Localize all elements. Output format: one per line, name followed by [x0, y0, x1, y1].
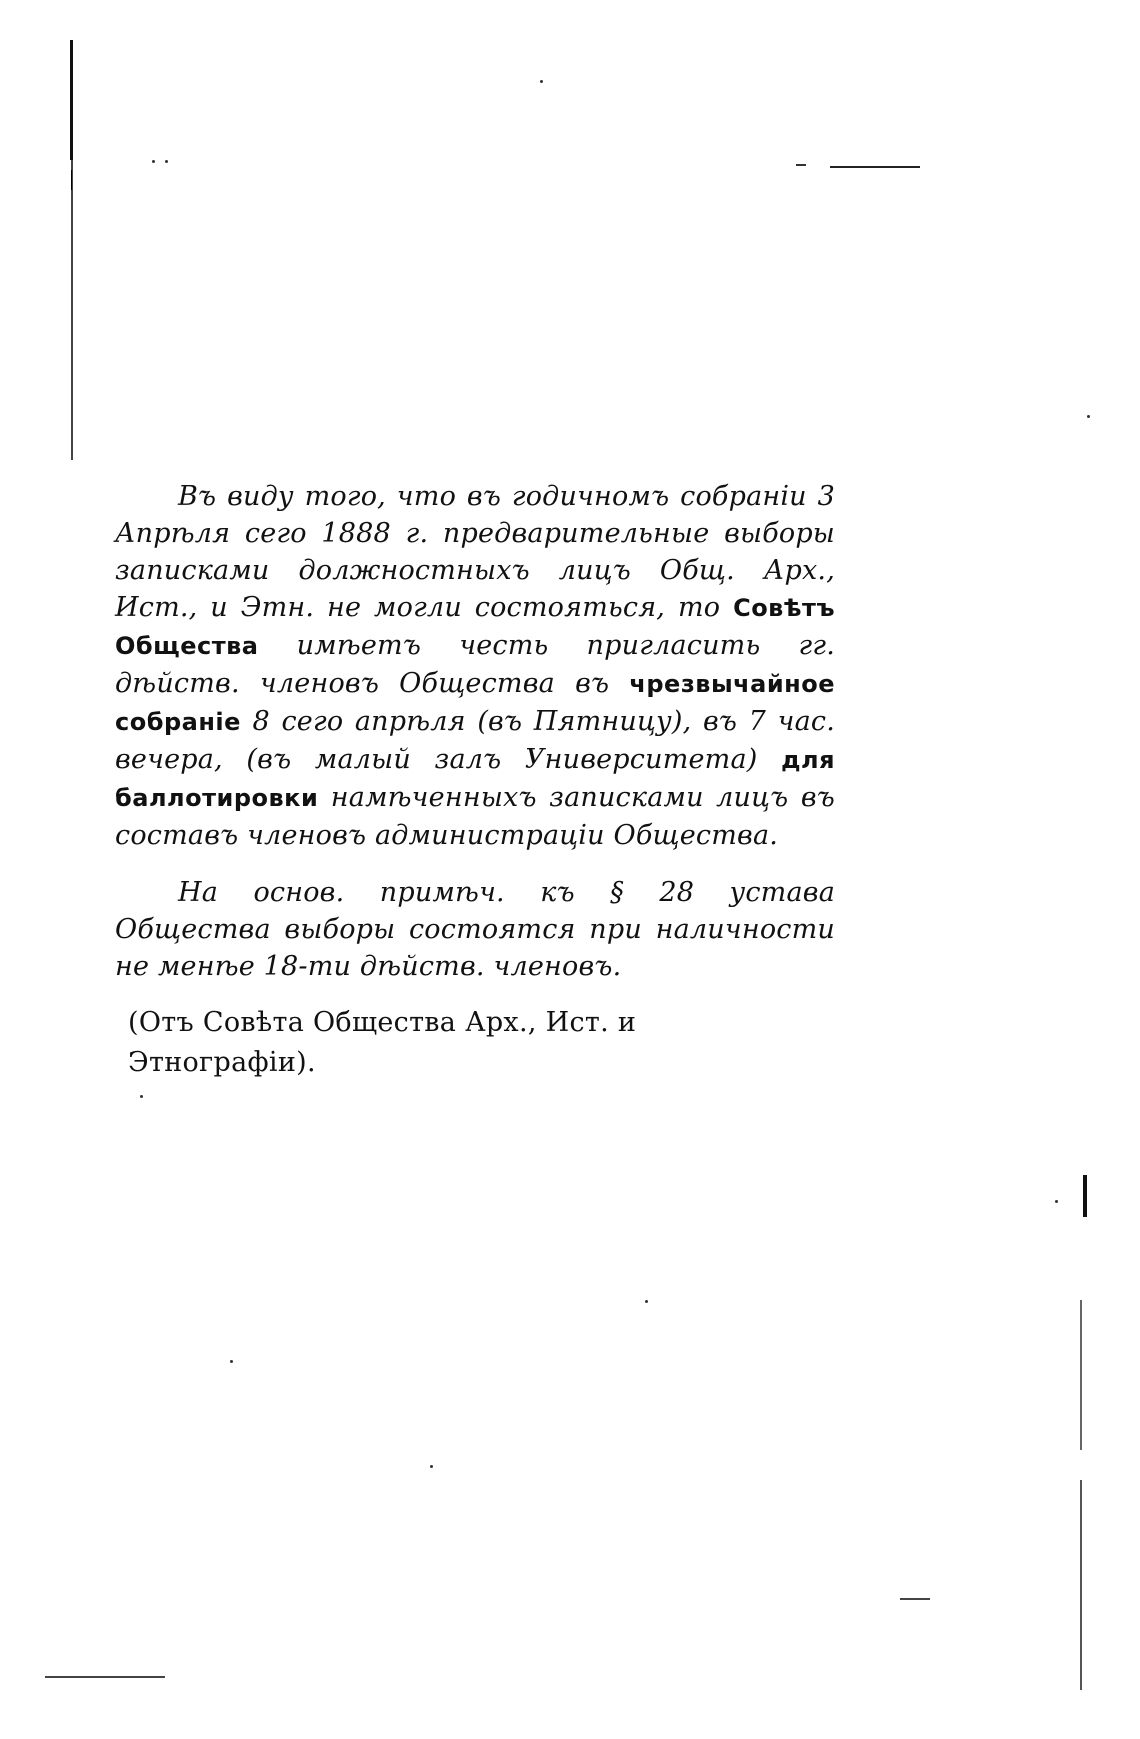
- paragraph-text: Въ виду того, что въ годичномъ собраніи 3 Апрѣля сего 1888 г. предварительные выборы записками должностныхъ лицъ Общ. Арх., Ист., и Этн. не могли состояться, то: [115, 481, 835, 623]
- bold-phrase: для баллотировки: [115, 746, 835, 812]
- paragraph-text: намѣченныхъ записками лицъ въ составъ членовъ администраціи Общества.: [115, 782, 835, 851]
- paragraph-text: имѣетъ честь пригласить гг. дѣйств. членовъ Общества въ: [115, 630, 835, 699]
- scan-edge-line: [71, 160, 73, 460]
- bold-phrase: чрезвычайное собраніе: [115, 670, 835, 736]
- announcement-text: [115, 478, 835, 985]
- scan-speck: [230, 1360, 233, 1363]
- scan-speck: [430, 1465, 433, 1468]
- scan-speck: [152, 160, 155, 163]
- scan-edge-line: [71, 170, 72, 190]
- scan-dash: [830, 166, 920, 168]
- scan-dash: [796, 164, 806, 166]
- note-paragraph: На основ. примѣч. къ § 28 устава Общества выборы состоятся при наличности не менѣе 18-ти дѣйств. членовъ.: [115, 877, 835, 982]
- scan-dash: [45, 1676, 165, 1678]
- signature-line: (Отъ Совѣта Общества Арх., Ист. и Этнографіи).: [128, 1007, 637, 1078]
- scan-speck: [140, 1095, 143, 1098]
- scan-speck: [540, 80, 543, 83]
- scan-dash: [900, 1598, 930, 1600]
- paragraph-text: 8 сего апрѣля (въ Пятницу), въ 7 час. вечера, (въ малый залъ Университета): [115, 706, 835, 775]
- scan-speck: [1055, 1200, 1058, 1203]
- scan-edge-mark: [1080, 1300, 1082, 1450]
- scan-speck: [645, 1300, 648, 1303]
- scan-edge-mark: [1080, 1480, 1082, 1690]
- scan-speck: [1087, 415, 1090, 418]
- scan-speck: [165, 160, 168, 163]
- scan-edge-line: [70, 40, 73, 160]
- bold-phrase: Совѣтъ Общества: [115, 594, 835, 660]
- scan-edge-mark: [1083, 1175, 1087, 1217]
- announcement-paragraph: [115, 478, 835, 854]
